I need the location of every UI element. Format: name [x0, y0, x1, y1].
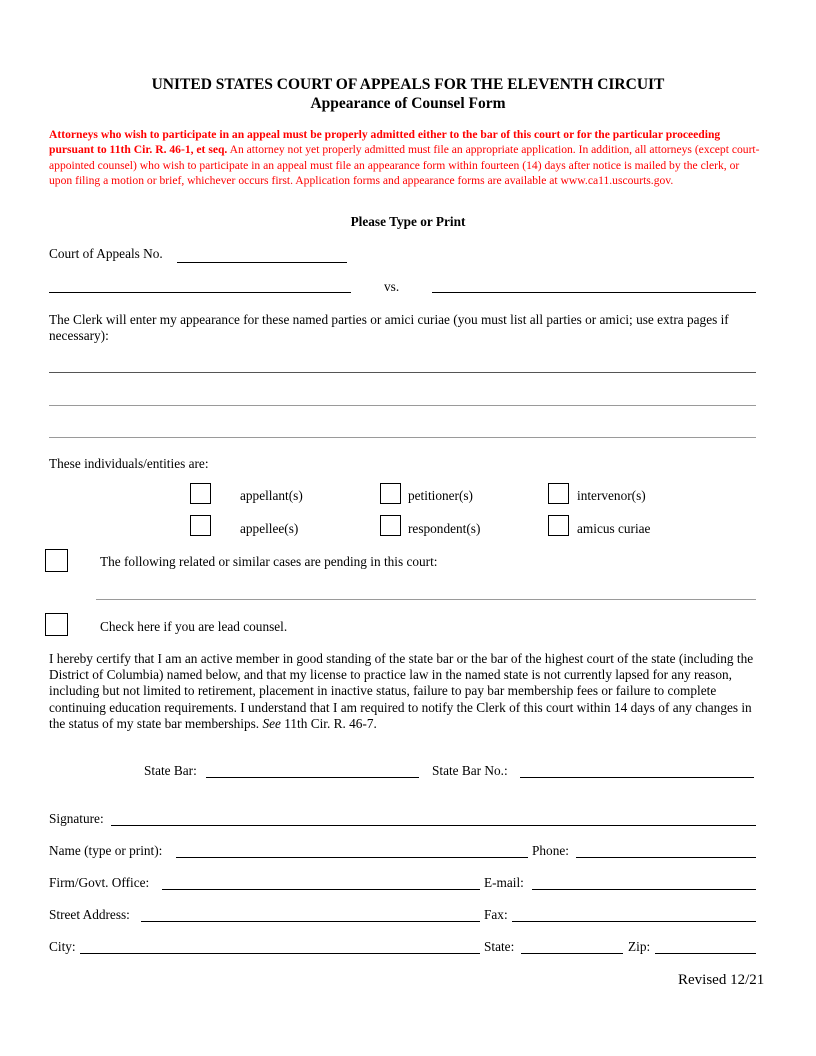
appellee-checkbox[interactable] — [190, 515, 211, 536]
type-or-print-instruction: Please Type or Print — [350, 214, 466, 229]
certification-text — [49, 651, 767, 732]
admission-notice-bold: Attorneys who wish to participate in an appeal must be properly admitted either to the bar of this court or for the particular proceeding pursuant to 11th Cir. R. 46-1, et seq. — [49, 128, 721, 157]
named-parties-prompt: The Clerk will enter my appearance for these named parties or amici curiae (you must list all parties or amici; use extra pages if necessary): — [49, 312, 729, 344]
amicus-curiae-checkbox[interactable] — [548, 515, 569, 536]
respondent-checkbox[interactable] — [380, 515, 401, 536]
intervenor-checkbox[interactable] — [548, 483, 569, 504]
zip-field[interactable] — [655, 953, 756, 954]
signature-label: Signature: — [49, 811, 104, 826]
named-parties-line-3[interactable] — [49, 437, 756, 438]
name-label: Name (type or print): — [49, 843, 163, 858]
fax-label: Fax: — [484, 907, 508, 922]
phone-field[interactable] — [576, 857, 756, 858]
revision-date: Revised 12/21 — [678, 972, 765, 988]
street-address-label: Street Address: — [49, 907, 130, 922]
party-two-field[interactable] — [432, 292, 756, 293]
respondent-label: respondent(s) — [408, 521, 481, 536]
state-bar-field[interactable] — [206, 777, 419, 778]
certification-body: I hereby certify that I am an active member in good standing of the state bar or the bar of the highest court of the state (including the District of Columbia) named below, and that my license to practice law in the named state is not currently lapsed for any reason, including but not limited to retirement, placement in inactive status, failure to pay bar membership fees or failure to complete continuing education requirements. I understand that I am required to notify the Clerk of this court within 14 days of any changes in the status of my state bar memberships. — [49, 651, 754, 731]
city-label: City: — [49, 939, 76, 954]
city-field[interactable] — [80, 953, 480, 954]
related-cases-field[interactable] — [96, 599, 756, 600]
intervenor-label: intervenor(s) — [577, 488, 646, 503]
phone-label: Phone: — [532, 843, 569, 858]
admission-notice — [49, 127, 761, 189]
name-field[interactable] — [176, 857, 528, 858]
related-cases-checkbox[interactable] — [45, 549, 68, 572]
amicus-curiae-label: amicus curiae — [577, 521, 651, 536]
fax-field[interactable] — [512, 921, 756, 922]
appellant-checkbox[interactable] — [190, 483, 211, 504]
lead-counsel-label: Check here if you are lead counsel. — [100, 619, 288, 634]
zip-label: Zip: — [628, 939, 651, 954]
email-field[interactable] — [532, 889, 756, 890]
state-label: State: — [484, 939, 515, 954]
certification-see: See — [262, 715, 281, 731]
court-of-appeals-no-label: Court of Appeals No. — [49, 246, 163, 261]
court-of-appeals-no-field[interactable] — [177, 262, 347, 263]
state-field[interactable] — [521, 953, 623, 954]
state-bar-no-field[interactable] — [520, 777, 754, 778]
form-title: Appearance of Counsel Form — [310, 95, 506, 112]
state-bar-no-label: State Bar No.: — [432, 763, 508, 778]
certification-rule: 11th Cir. R. 46-7. — [280, 715, 377, 731]
named-parties-line-1[interactable] — [49, 372, 756, 373]
state-bar-label: State Bar: — [144, 763, 197, 778]
firm-label: Firm/Govt. Office: — [49, 875, 150, 890]
admission-notice-rest: An attorney not yet properly admitted must file an appropriate application. In addition, all attorneys (except court-appointed counsel) who wish to participate in an appeal must file an appearance form within fourteen (14) days after notice is mailed by the clerk, or upon filing a motion or brief, whichever occurs first. Application forms and appearance forms are available at www.ca11.uscourts.gov. — [49, 143, 760, 188]
petitioner-checkbox[interactable] — [380, 483, 401, 504]
street-address-field[interactable] — [141, 921, 480, 922]
petitioner-label: petitioner(s) — [408, 488, 473, 503]
firm-field[interactable] — [162, 889, 480, 890]
lead-counsel-checkbox[interactable] — [45, 613, 68, 636]
signature-field[interactable] — [111, 825, 756, 826]
entities-prompt: These individuals/entities are: — [49, 456, 209, 471]
email-label: E-mail: — [484, 875, 524, 890]
versus-label: vs. — [384, 279, 400, 294]
party-one-field[interactable] — [49, 292, 351, 293]
court-title: UNITED STATES COURT OF APPEALS FOR THE ELEVENTH CIRCUIT — [151, 76, 665, 93]
related-cases-label: The following related or similar cases are pending in this court: — [100, 554, 438, 569]
named-parties-line-2[interactable] — [49, 405, 756, 406]
appellee-label: appellee(s) — [240, 521, 299, 536]
appellant-label: appellant(s) — [240, 488, 303, 503]
